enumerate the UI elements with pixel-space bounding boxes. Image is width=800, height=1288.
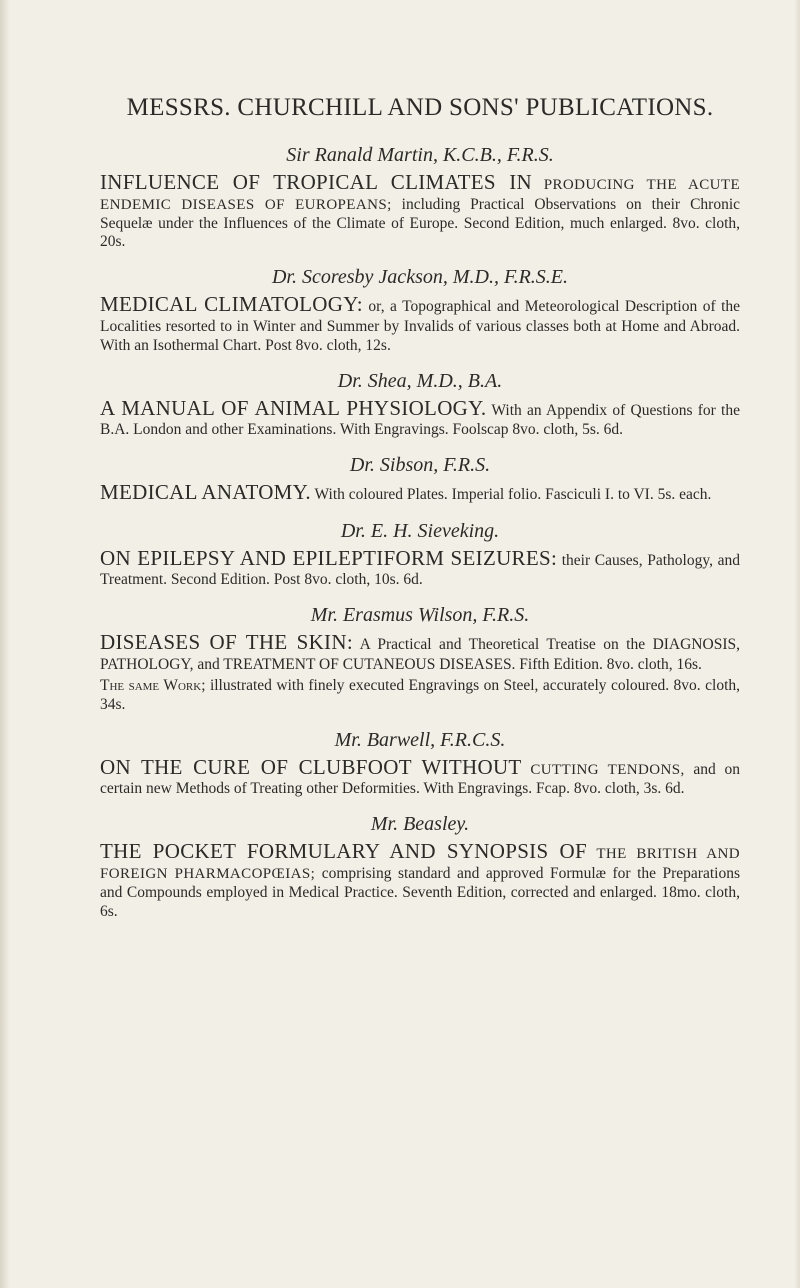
entry-author: Mr. Barwell, F.R.C.S.	[334, 728, 506, 751]
entry-author: Dr. E. H. Sieveking.	[340, 519, 500, 542]
entry-title: DISEASES OF THE SKIN:	[100, 630, 353, 655]
publication-entry	[100, 729, 740, 800]
entry-author: Mr. Beasley.	[370, 813, 470, 836]
entry-title: ON EPILEPSY AND EPILEPTIFORM SEIZURES:	[100, 545, 558, 570]
entry-description: With coloured Plates. Imperial folio. Fasciculi I. to VI. 5s. each.	[314, 486, 712, 504]
book-page	[100, 94, 740, 936]
entry-description: or, a Topographical and Meteorological Description of the Localities resorted to in Winter and Summer by Invalids of various classes both at Home and Abroad. With an Isothermal Chart. Post 8vo. cloth, 12s.	[100, 298, 741, 354]
entry-body	[100, 839, 740, 921]
publication-entry	[100, 520, 740, 591]
entry-author: Mr. Erasmus Wilson, F.R.S.	[310, 604, 530, 627]
publication-entry	[100, 604, 740, 714]
publication-entry	[100, 454, 740, 506]
same-work-text: ; illustrated with finely executed Engravings on Steel, accurately coloured. 8vo. cloth, 34s.	[100, 676, 740, 713]
entry-description: comprising standard and approved Formulæ for the Preparations and Compounds employed in Medical Practice. Seventh Edition, corrected and enlarged. 18mo. cloth, 6s.	[100, 864, 740, 920]
entry-title: THE POCKET FORMULARY AND SYNOPSIS OF	[100, 839, 587, 864]
publication-entry	[100, 370, 740, 441]
entry-subtitle: PRODUCING THE ACUTE ENDEMIC DISEASES OF EUROPEANS;	[100, 177, 741, 213]
entry-title: MEDICAL CLIMATOLOGY:	[100, 292, 363, 317]
entry-body	[100, 546, 740, 591]
entry-author: Sir Ranald Martin, K.C.B., F.R.S.	[286, 144, 554, 166]
publication-entry	[100, 813, 740, 921]
page-left-edge	[0, 0, 10, 1288]
entry-title: INFLUENCE OF TROPICAL CLIMATES IN	[100, 170, 533, 194]
entry-author: Dr. Shea, M.D., B.A.	[337, 369, 503, 392]
running-head: MESSRS. CHURCHILL AND SONS' PUBLICATIONS.	[126, 94, 714, 121]
entry-body	[100, 755, 740, 800]
publication-entry	[100, 144, 740, 252]
entry-description: their Causes, Pathology, and Treatment. Second Edition. Post 8vo. cloth, 10s. 6d.	[100, 551, 740, 589]
entry-body	[100, 480, 740, 506]
entry-body	[100, 630, 740, 675]
entry-body	[100, 396, 740, 441]
entry-description: With an Appendix of Questions for the B.A. London and other Examinations. With Engravings. Foolscap 8vo. cloth, 5s. 6d.	[100, 401, 740, 439]
publication-entry	[100, 266, 740, 355]
entry-description: and on certain new Methods of Treating other Deformities. With Engravings. Fcap. 8vo. cloth, 3s. 6d.	[100, 760, 741, 798]
entry-title: ON THE CURE OF CLUBFOOT WITHOUT	[100, 754, 522, 779]
entry-subtitle: THE BRITISH AND FOREIGN PHARMACOPŒIAS;	[100, 846, 740, 882]
same-work-lead: The same Work	[100, 676, 202, 694]
entry-body	[100, 170, 740, 252]
entry-description: including Practical Observations on their Chronic Sequelæ under the Influences of the Climate of Europe. Second Edition, much enlarged. 8vo. cloth, 20s.	[100, 195, 741, 251]
entry-description: A Practical and Theoretical Treatise on the DIAGNOSIS, PATHOLOGY, and TREATMENT OF CUTANEOUS DISEASES. Fifth Edition. 8vo. cloth, 16s.	[100, 636, 740, 673]
entry-author: Dr. Sibson, F.R.S.	[349, 454, 491, 477]
entry-title: A MANUAL OF ANIMAL PHYSIOLOGY.	[100, 395, 487, 420]
page-right-edge	[794, 0, 800, 1288]
entry-body	[100, 292, 740, 355]
entry-author: Dr. Scoresby Jackson, M.D., F.R.S.E.	[271, 266, 569, 289]
same-work-note	[100, 677, 740, 715]
entry-subtitle: CUTTING TENDONS,	[530, 761, 685, 778]
entry-title: MEDICAL ANATOMY.	[100, 480, 311, 505]
